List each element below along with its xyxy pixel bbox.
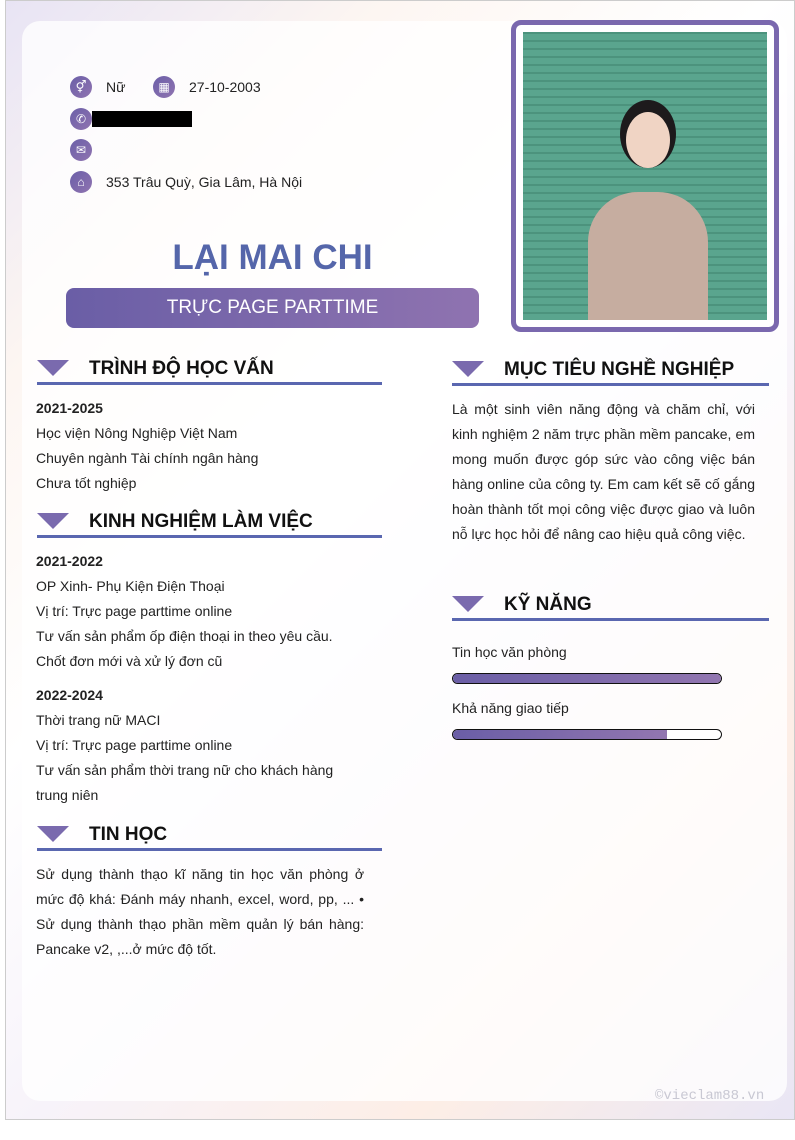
gender: Nữ [106,79,126,95]
skills-section [452,640,752,752]
skills-header: KỸ NĂNG [452,594,769,621]
skill-label: Tin học văn phòng [452,644,567,660]
it-header: TIN HỌC [37,824,382,851]
skill-bar [452,729,722,740]
address-row [70,171,302,193]
dob: 27-10-2003 [189,79,261,95]
dob-row [153,76,261,98]
address: 353 Trâu Quỳ, Gia Lâm, Hà Nội [106,174,303,190]
gender-icon: ⚥ [70,76,92,98]
calendar-icon: ▦ [153,76,175,98]
job-title: TRỰC PAGE PARTTIME [66,288,479,328]
triangle-icon [37,513,69,529]
skill-label: Khả năng giao tiếp [452,700,569,716]
full-name: LẠI MAI CHI [172,238,373,277]
triangle-icon [452,361,484,377]
education-section: 2021-2025 Học viện Nông Nghiệp Việt Nam Chuyên ngành Tài chính ngân hàng Chưa tốt nghiệp [36,400,259,491]
profile-photo [511,20,779,332]
watermark: ©vieclam88.vn [655,1088,765,1104]
triangle-icon [37,360,69,376]
gender-row [70,76,125,98]
objective-text: Là một sinh viên năng động và chăm chỉ, với kinh nghiệm 2 năm trực phần mềm pancake, em mong muốn được góp sức vào công việc bán hàng online của công ty. Em cam kết sẽ cố gắng hoàn thành tốt mọi công việc được giao và luôn nỗ lực học hỏi để nâng cao hiệu quả công việc. [452,401,755,542]
triangle-icon [37,826,69,842]
triangle-icon [452,596,484,612]
home-icon: ⌂ [70,171,92,193]
education-header: TRÌNH ĐỘ HỌC VẤN [37,358,382,385]
it-text: Sử dụng thành thạo kĩ năng tin học văn phòng ở mức độ khá: Đánh máy nhanh, excel, word, pp, ... • Sử dụng thành thạo phần mềm quản lý bán hàng: Pancake v2, ,...ở mức độ tốt. [36,866,364,957]
email-row [70,139,106,161]
skill-bar [452,673,722,684]
phone-icon: ✆ [70,108,92,130]
objective-header: MỤC TIÊU NGHỀ NGHIỆP [452,359,769,386]
email-icon: ✉ [70,139,92,161]
experience-section: 2021-2022 OP Xinh- Phụ Kiện Điện Thoại Vị trí: Trực page parttime online Tư vấn sản phẩm ốp điện thoại in theo yêu cầu. Chốt đơn mới và xử lý đơn cũ 2022-2024 Thời trang nữ MACI Vị trí: Trực page parttime online Tư vấn sản phẩm thời trang nữ cho khách hàng trung niên [36,553,334,803]
redacted-phone [92,111,192,127]
experience-header: KINH NGHIỆM LÀM VIỆC [37,511,382,538]
phone-row [70,108,192,130]
